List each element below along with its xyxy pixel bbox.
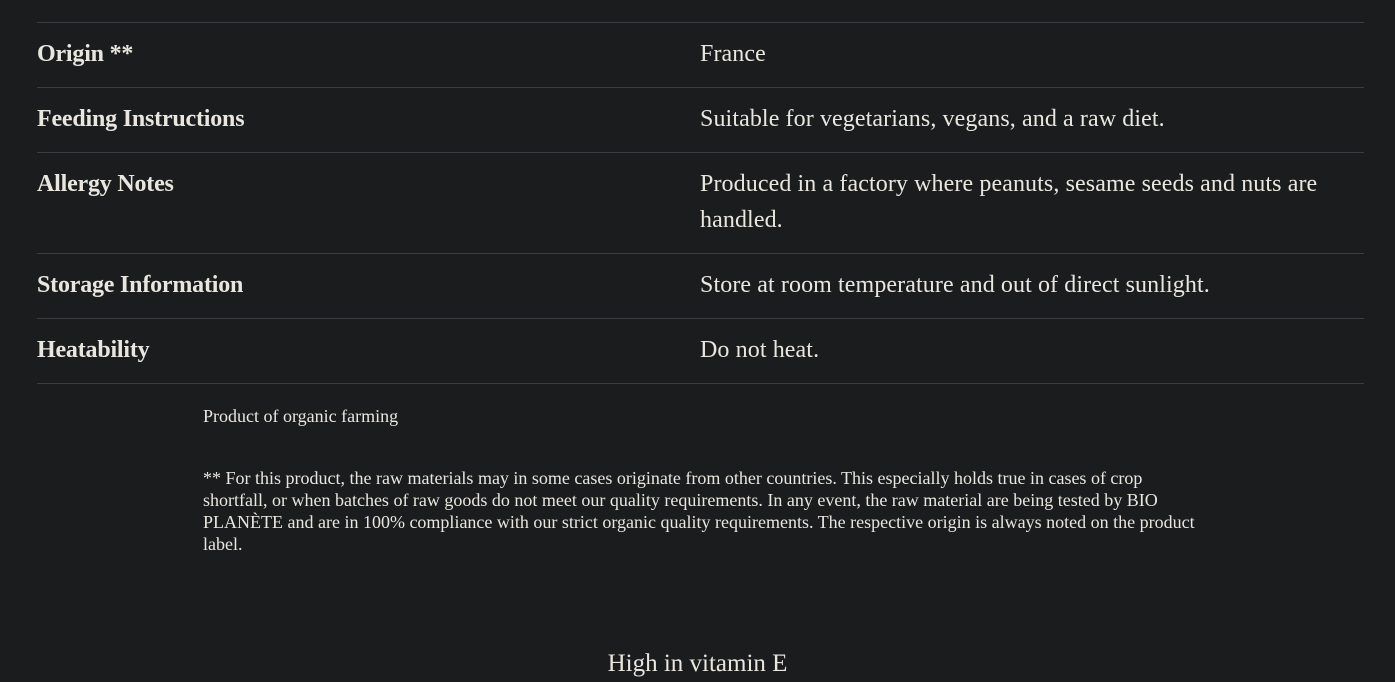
origin-disclaimer-note: ** For this product, the raw materials may in some cases originate from other countries. This especially holds true in cases of crop shortfall, or when batches of raw goods do not meet our quality requirements. In any event, the raw material are being tested by BIO PLANÈTE and are in 100% compliance with our strict organic quality requirements. The respective origin is always noted on the product label. xyxy=(203,468,1195,554)
spec-value: Suitable for vegetarians, vegans, and a raw diet. xyxy=(700,106,1165,132)
spec-row-allergy-notes xyxy=(37,153,1364,254)
spec-row-feeding-instructions xyxy=(37,88,1364,153)
organic-farming-note: Product of organic farming xyxy=(203,406,399,426)
spec-label: Heatability xyxy=(37,337,150,363)
spec-row-origin xyxy=(37,23,1364,88)
spec-value: Store at room temperature and out of direct sunlight. xyxy=(700,272,1210,298)
spec-value: Do not heat. xyxy=(700,337,820,363)
product-specs-table xyxy=(37,22,1364,384)
spec-label: Allergy Notes xyxy=(37,171,174,197)
spec-row-storage-information xyxy=(37,254,1364,319)
spec-label: Feeding Instructions xyxy=(37,106,245,132)
spec-label: Storage Information xyxy=(37,272,244,298)
spec-row-heatability xyxy=(37,319,1364,384)
product-notes xyxy=(203,405,1203,555)
vitamin-highlight-heading: High in vitamin E xyxy=(607,650,788,677)
spec-label: Origin ** xyxy=(37,41,134,67)
spec-value: Produced in a factory where peanuts, sesame seeds and nuts are handled. xyxy=(700,171,1318,233)
spec-value: France xyxy=(700,41,766,67)
